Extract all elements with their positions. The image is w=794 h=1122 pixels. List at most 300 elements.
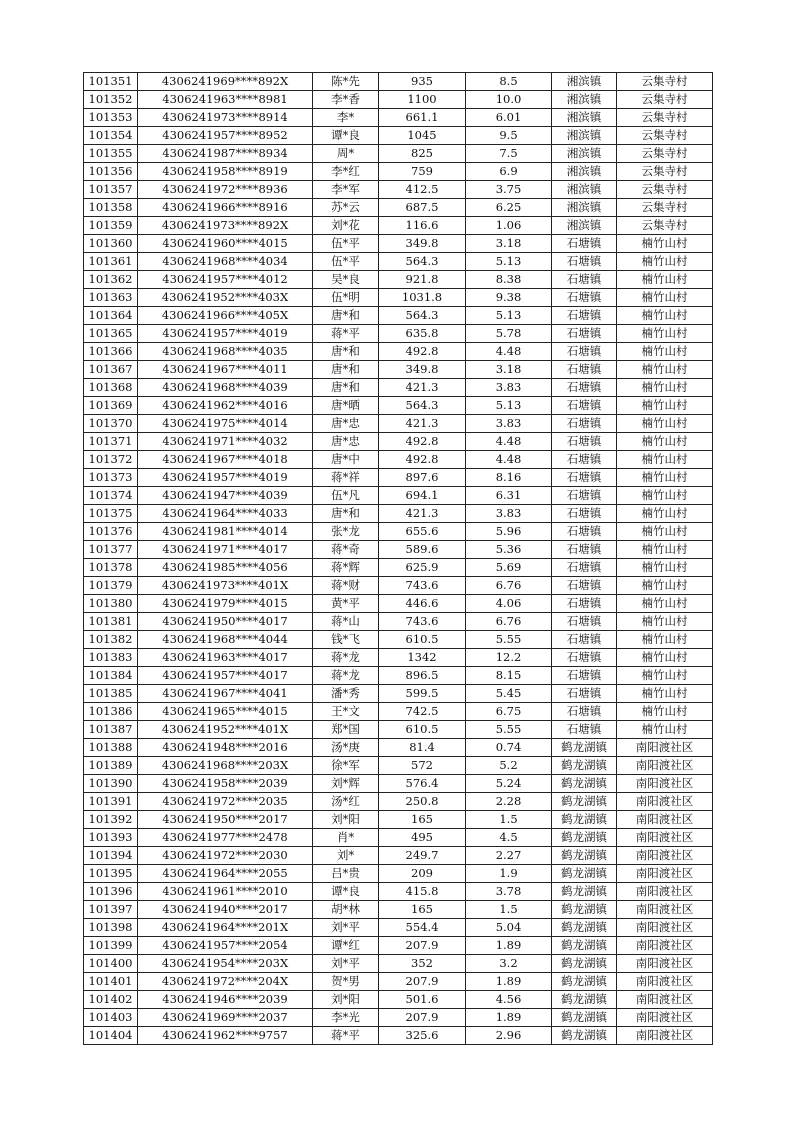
area-cell: 4.48 [466,451,552,469]
area-cell: 1.89 [466,1009,552,1027]
table-row [84,307,713,325]
table-row [84,955,713,973]
table-row [84,145,713,163]
person-name-cell: 唐*和 [313,361,379,379]
amount-cell: 412.5 [379,181,466,199]
record-id-cell: 101351 [84,73,138,91]
id-number-cell: 4306241961****2010 [138,883,313,901]
village-cell: 楠竹山村 [617,415,713,433]
town-cell: 鹤龙湖镇 [552,793,617,811]
town-cell: 石塘镇 [552,253,617,271]
village-cell: 楠竹山村 [617,325,713,343]
person-name-cell: 蒋*平 [313,1027,379,1045]
amount-cell: 935 [379,73,466,91]
town-cell: 鹤龙湖镇 [552,973,617,991]
table-row [84,793,713,811]
table-row [84,721,713,739]
area-cell: 5.78 [466,325,552,343]
id-number-cell: 4306241968****4035 [138,343,313,361]
area-cell: 6.25 [466,199,552,217]
village-cell: 南阳渡社区 [617,955,713,973]
town-cell: 湘滨镇 [552,199,617,217]
id-number-cell: 4306241964****201X [138,919,313,937]
town-cell: 湘滨镇 [552,91,617,109]
person-name-cell: 刘*辉 [313,775,379,793]
id-number-cell: 4306241968****203X [138,757,313,775]
record-id-cell: 101360 [84,235,138,253]
village-cell: 楠竹山村 [617,487,713,505]
id-number-cell: 4306241946****2039 [138,991,313,1009]
person-name-cell: 唐*忠 [313,415,379,433]
person-name-cell: 郑*国 [313,721,379,739]
table-row [84,613,713,631]
amount-cell: 446.6 [379,595,466,613]
village-cell: 云集寺村 [617,127,713,145]
person-name-cell: 刘*花 [313,217,379,235]
person-name-cell: 唐*晒 [313,397,379,415]
amount-cell: 743.6 [379,577,466,595]
record-id-cell: 101380 [84,595,138,613]
person-name-cell: 谭*良 [313,883,379,901]
amount-cell: 421.3 [379,415,466,433]
area-cell: 5.96 [466,523,552,541]
town-cell: 鹤龙湖镇 [552,757,617,775]
amount-cell: 349.8 [379,235,466,253]
table-row [84,163,713,181]
area-cell: 4.48 [466,433,552,451]
town-cell: 石塘镇 [552,415,617,433]
id-number-cell: 4306241947****4039 [138,487,313,505]
id-number-cell: 4306241960****4015 [138,235,313,253]
village-cell: 云集寺村 [617,181,713,199]
record-id-cell: 101353 [84,109,138,127]
record-id-cell: 101381 [84,613,138,631]
table-row [84,685,713,703]
id-number-cell: 4306241971****4017 [138,541,313,559]
amount-cell: 207.9 [379,1009,466,1027]
area-cell: 6.75 [466,703,552,721]
village-cell: 楠竹山村 [617,721,713,739]
id-number-cell: 4306241977****2478 [138,829,313,847]
id-number-cell: 4306241948****2016 [138,739,313,757]
table-row [84,901,713,919]
person-name-cell: 徐*军 [313,757,379,775]
town-cell: 湘滨镇 [552,127,617,145]
amount-cell: 825 [379,145,466,163]
amount-cell: 415.8 [379,883,466,901]
table-row [84,415,713,433]
village-cell: 南阳渡社区 [617,829,713,847]
amount-cell: 610.5 [379,631,466,649]
area-cell: 5.13 [466,253,552,271]
area-cell: 9.5 [466,127,552,145]
person-name-cell: 王*文 [313,703,379,721]
id-number-cell: 4306241972****204X [138,973,313,991]
amount-cell: 352 [379,955,466,973]
amount-cell: 572 [379,757,466,775]
id-number-cell: 4306241973****401X [138,577,313,595]
id-number-cell: 4306241971****4032 [138,433,313,451]
table-row [84,433,713,451]
table-row [84,109,713,127]
village-cell: 南阳渡社区 [617,1027,713,1045]
area-cell: 8.16 [466,469,552,487]
area-cell: 3.2 [466,955,552,973]
record-id-cell: 101373 [84,469,138,487]
amount-cell: 599.5 [379,685,466,703]
record-id-cell: 101371 [84,433,138,451]
record-id-cell: 101363 [84,289,138,307]
record-id-cell: 101378 [84,559,138,577]
area-cell: 3.75 [466,181,552,199]
area-cell: 4.06 [466,595,552,613]
id-number-cell: 4306241969****892X [138,73,313,91]
record-id-cell: 101382 [84,631,138,649]
amount-cell: 1045 [379,127,466,145]
amount-cell: 896.5 [379,667,466,685]
town-cell: 石塘镇 [552,577,617,595]
record-id-cell: 101401 [84,973,138,991]
town-cell: 湘滨镇 [552,163,617,181]
village-cell: 南阳渡社区 [617,793,713,811]
person-name-cell: 谭*红 [313,937,379,955]
town-cell: 湘滨镇 [552,109,617,127]
person-name-cell: 蒋*龙 [313,649,379,667]
id-number-cell: 4306241979****4015 [138,595,313,613]
area-cell: 3.83 [466,415,552,433]
amount-cell: 501.6 [379,991,466,1009]
person-name-cell: 刘*平 [313,955,379,973]
town-cell: 石塘镇 [552,559,617,577]
id-number-cell: 4306241950****4017 [138,613,313,631]
id-number-cell: 4306241969****2037 [138,1009,313,1027]
town-cell: 石塘镇 [552,343,617,361]
area-cell: 8.5 [466,73,552,91]
area-cell: 6.31 [466,487,552,505]
table-row [84,811,713,829]
table-row [84,325,713,343]
area-cell: 8.38 [466,271,552,289]
table-row [84,469,713,487]
person-name-cell: 伍*平 [313,235,379,253]
table-row [84,937,713,955]
area-cell: 1.5 [466,811,552,829]
town-cell: 石塘镇 [552,487,617,505]
table-row [84,595,713,613]
amount-cell: 759 [379,163,466,181]
area-cell: 4.56 [466,991,552,1009]
amount-cell: 207.9 [379,937,466,955]
amount-cell: 492.8 [379,343,466,361]
area-cell: 12.2 [466,649,552,667]
area-cell: 7.5 [466,145,552,163]
town-cell: 鹤龙湖镇 [552,937,617,955]
person-name-cell: 蒋*祥 [313,469,379,487]
record-id-cell: 101352 [84,91,138,109]
person-name-cell: 吕*贵 [313,865,379,883]
table-row [84,523,713,541]
village-cell: 南阳渡社区 [617,757,713,775]
id-number-cell: 4306241968****4039 [138,379,313,397]
record-id-cell: 101398 [84,919,138,937]
town-cell: 鹤龙湖镇 [552,901,617,919]
id-number-cell: 4306241958****2039 [138,775,313,793]
amount-cell: 1031.8 [379,289,466,307]
record-id-cell: 101391 [84,793,138,811]
id-number-cell: 4306241967****4041 [138,685,313,703]
table-row [84,289,713,307]
table-row [84,829,713,847]
village-cell: 南阳渡社区 [617,775,713,793]
town-cell: 石塘镇 [552,703,617,721]
id-number-cell: 4306241957****4017 [138,667,313,685]
village-cell: 云集寺村 [617,109,713,127]
area-cell: 4.5 [466,829,552,847]
person-name-cell: 张*龙 [313,523,379,541]
table-body [84,73,713,1045]
record-id-cell: 101366 [84,343,138,361]
amount-cell: 349.8 [379,361,466,379]
town-cell: 石塘镇 [552,289,617,307]
table-row [84,883,713,901]
area-cell: 3.18 [466,235,552,253]
person-name-cell: 钱*飞 [313,631,379,649]
village-cell: 南阳渡社区 [617,973,713,991]
table-row [84,739,713,757]
person-name-cell: 蒋*奇 [313,541,379,559]
amount-cell: 635.8 [379,325,466,343]
village-cell: 楠竹山村 [617,685,713,703]
town-cell: 鹤龙湖镇 [552,739,617,757]
amount-cell: 421.3 [379,505,466,523]
village-cell: 楠竹山村 [617,469,713,487]
id-number-cell: 4306241972****2035 [138,793,313,811]
town-cell: 石塘镇 [552,649,617,667]
id-number-cell: 4306241967****4018 [138,451,313,469]
amount-cell: 589.6 [379,541,466,559]
id-number-cell: 4306241967****4011 [138,361,313,379]
village-cell: 楠竹山村 [617,505,713,523]
area-cell: 3.78 [466,883,552,901]
id-number-cell: 4306241973****892X [138,217,313,235]
table-row [84,865,713,883]
person-name-cell: 陈*先 [313,73,379,91]
record-id-cell: 101389 [84,757,138,775]
amount-cell: 921.8 [379,271,466,289]
table-row [84,235,713,253]
table-row [84,451,713,469]
amount-cell: 687.5 [379,199,466,217]
amount-cell: 661.1 [379,109,466,127]
village-cell: 楠竹山村 [617,289,713,307]
id-number-cell: 4306241965****4015 [138,703,313,721]
person-name-cell: 李*光 [313,1009,379,1027]
amount-cell: 116.6 [379,217,466,235]
area-cell: 2.96 [466,1027,552,1045]
amount-cell: 81.4 [379,739,466,757]
village-cell: 南阳渡社区 [617,919,713,937]
amount-cell: 495 [379,829,466,847]
village-cell: 楠竹山村 [617,613,713,631]
table-row [84,649,713,667]
amount-cell: 1100 [379,91,466,109]
village-cell: 楠竹山村 [617,379,713,397]
record-id-cell: 101399 [84,937,138,955]
amount-cell: 576.4 [379,775,466,793]
record-id-cell: 101377 [84,541,138,559]
amount-cell: 325.6 [379,1027,466,1045]
person-name-cell: 唐*中 [313,451,379,469]
area-cell: 6.01 [466,109,552,127]
record-id-cell: 101400 [84,955,138,973]
town-cell: 石塘镇 [552,271,617,289]
table-row [84,361,713,379]
amount-cell: 743.6 [379,613,466,631]
id-number-cell: 4306241957****4012 [138,271,313,289]
id-number-cell: 4306241981****4014 [138,523,313,541]
table-row [84,379,713,397]
village-cell: 楠竹山村 [617,703,713,721]
area-cell: 3.83 [466,505,552,523]
town-cell: 鹤龙湖镇 [552,991,617,1009]
table-row [84,343,713,361]
village-cell: 楠竹山村 [617,541,713,559]
table-row [84,127,713,145]
record-id-cell: 101356 [84,163,138,181]
record-id-cell: 101369 [84,397,138,415]
village-cell: 云集寺村 [617,217,713,235]
area-cell: 0.74 [466,739,552,757]
record-id-cell: 101368 [84,379,138,397]
id-number-cell: 4306241963****8981 [138,91,313,109]
person-name-cell: 汤*红 [313,793,379,811]
area-cell: 5.13 [466,307,552,325]
area-cell: 6.9 [466,163,552,181]
id-number-cell: 4306241987****8934 [138,145,313,163]
village-cell: 云集寺村 [617,163,713,181]
record-id-cell: 101392 [84,811,138,829]
town-cell: 石塘镇 [552,541,617,559]
person-name-cell: 潘*秀 [313,685,379,703]
area-cell: 2.27 [466,847,552,865]
town-cell: 石塘镇 [552,721,617,739]
record-id-cell: 101367 [84,361,138,379]
record-id-cell: 101374 [84,487,138,505]
area-cell: 3.18 [466,361,552,379]
table-row [84,217,713,235]
area-cell: 1.5 [466,901,552,919]
person-name-cell: 蒋*财 [313,577,379,595]
id-number-cell: 4306241950****2017 [138,811,313,829]
area-cell: 5.36 [466,541,552,559]
village-cell: 南阳渡社区 [617,901,713,919]
person-name-cell: 唐*和 [313,307,379,325]
amount-cell: 165 [379,901,466,919]
record-id-cell: 101393 [84,829,138,847]
person-name-cell: 肖* [313,829,379,847]
village-cell: 楠竹山村 [617,559,713,577]
village-cell: 楠竹山村 [617,271,713,289]
village-cell: 楠竹山村 [617,361,713,379]
village-cell: 楠竹山村 [617,523,713,541]
village-cell: 楠竹山村 [617,667,713,685]
village-cell: 楠竹山村 [617,397,713,415]
town-cell: 石塘镇 [552,523,617,541]
person-name-cell: 唐*忠 [313,433,379,451]
area-cell: 1.89 [466,937,552,955]
record-id-cell: 101355 [84,145,138,163]
id-number-cell: 4306241972****8936 [138,181,313,199]
id-number-cell: 4306241957****4019 [138,469,313,487]
area-cell: 10.0 [466,91,552,109]
town-cell: 石塘镇 [552,667,617,685]
person-name-cell: 刘*平 [313,919,379,937]
record-id-cell: 101361 [84,253,138,271]
town-cell: 石塘镇 [552,631,617,649]
table-row [84,73,713,91]
amount-cell: 610.5 [379,721,466,739]
area-cell: 5.24 [466,775,552,793]
person-name-cell: 周* [313,145,379,163]
village-cell: 楠竹山村 [617,631,713,649]
record-id-cell: 101397 [84,901,138,919]
table-row [84,271,713,289]
village-cell: 楠竹山村 [617,649,713,667]
town-cell: 石塘镇 [552,595,617,613]
amount-cell: 421.3 [379,379,466,397]
area-cell: 5.2 [466,757,552,775]
table-row [84,631,713,649]
amount-cell: 207.9 [379,973,466,991]
area-cell: 1.89 [466,973,552,991]
person-name-cell: 唐*和 [313,343,379,361]
amount-cell: 564.3 [379,307,466,325]
subsidy-table [83,72,713,1045]
village-cell: 楠竹山村 [617,433,713,451]
id-number-cell: 4306241985****4056 [138,559,313,577]
id-number-cell: 4306241952****401X [138,721,313,739]
record-id-cell: 101358 [84,199,138,217]
record-id-cell: 101384 [84,667,138,685]
village-cell: 南阳渡社区 [617,937,713,955]
village-cell: 楠竹山村 [617,235,713,253]
id-number-cell: 4306241972****2030 [138,847,313,865]
town-cell: 石塘镇 [552,469,617,487]
area-cell: 5.04 [466,919,552,937]
table-row [84,757,713,775]
person-name-cell: 伍*凡 [313,487,379,505]
table-row [84,703,713,721]
town-cell: 鹤龙湖镇 [552,865,617,883]
town-cell: 鹤龙湖镇 [552,919,617,937]
village-cell: 楠竹山村 [617,595,713,613]
table-row [84,181,713,199]
area-cell: 2.28 [466,793,552,811]
table-row [84,577,713,595]
person-name-cell: 李*香 [313,91,379,109]
area-cell: 9.38 [466,289,552,307]
village-cell: 南阳渡社区 [617,865,713,883]
id-number-cell: 4306241975****4014 [138,415,313,433]
person-name-cell: 胡*林 [313,901,379,919]
id-number-cell: 4306241957****8952 [138,127,313,145]
village-cell: 南阳渡社区 [617,739,713,757]
table-row [84,199,713,217]
record-id-cell: 101370 [84,415,138,433]
record-id-cell: 101387 [84,721,138,739]
town-cell: 鹤龙湖镇 [552,1027,617,1045]
table-row [84,1027,713,1045]
